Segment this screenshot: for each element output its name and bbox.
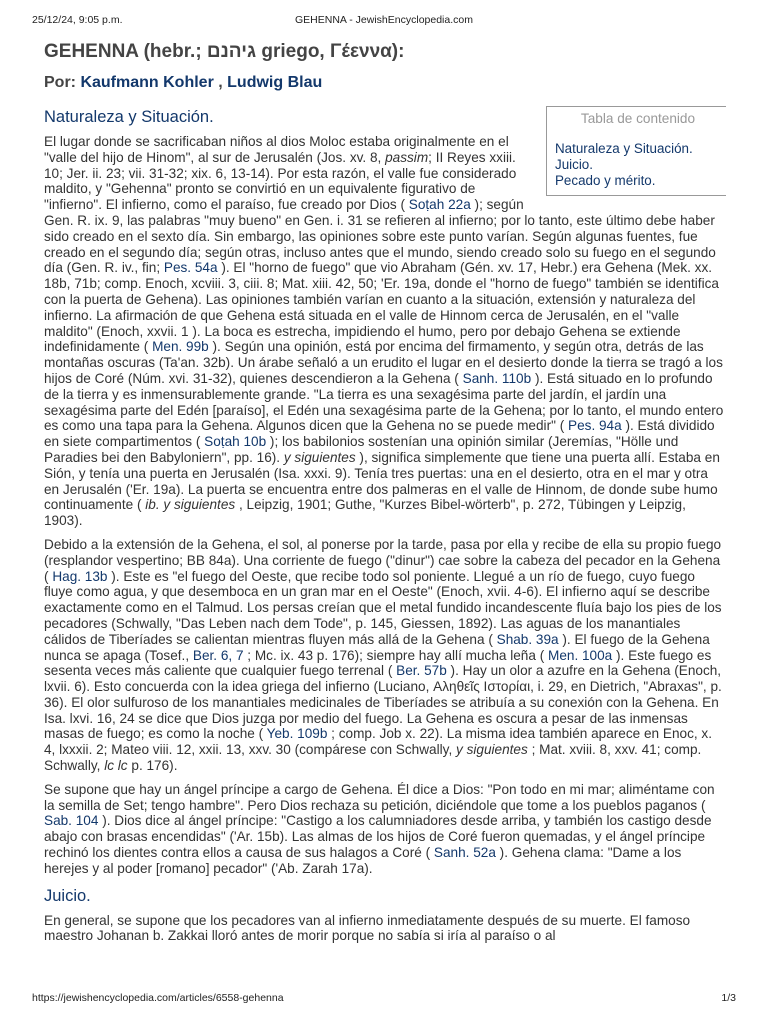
byline (44, 74, 726, 92)
author-link-kohler[interactable]: Kaufmann Kohler (80, 74, 214, 91)
ref-link[interactable]: Yeb. 109b (266, 726, 328, 742)
ref-link[interactable]: Sab. 104 (44, 813, 99, 829)
print-header (32, 14, 736, 28)
print-url: https://jewishencyclopedia.com/articles/6558-gehenna (32, 992, 284, 1004)
byline-prefix: Por: (44, 74, 81, 91)
toc-item-judgment[interactable]: Juicio. (555, 157, 593, 172)
toc-item-nature[interactable]: Naturaleza y Situación. (555, 141, 693, 156)
ref-link[interactable]: Soṭah 22a (408, 197, 471, 213)
paragraph-2: Debido a la extensión de la Gehena, el sol, al ponerse por la tarde, pasa por ella y recibe de ella su propio fuego (resplandor vespertino; BB 84a). Una corriente de fuego ("dinur") cae sobre la cabeza del pecador en la Gehena ( Hag. 13b ). Este es "el fuego del Oeste, que recibe todo sol poniente. Llegué a un río de fuego, cuyo fuego fluye como agua, y que desemboca en un gran mar en el Oeste" (Enoch, xvii. 4-6). El infierno aquí se describe exactamente como en el Talmud. Los persas creían que el metal fundido incandescente fluía bajo los pies de los pecadores (Schwally, "Das Leben nach dem Tode", p. 145, Giessen, 1892). Las aguas de los manantiales cálidos de Tiberíades se calientan mientras fluyen más allá de la Gehena ( Shab. 39a ). El fuego de la Gehena nunca se apaga (Tosef., Ber. 6, 7 ; Mc. ix. 43 p. 176); siempre hay allí mucha leña ( Men. 100a ). Este fuego es sesenta veces más caliente que cualquier fuego terrenal ( Ber. 57b ). Hay un olor a azufre en la Gehena (Enoch, lxvii. 6). Esto concuerda con la idea griega del infierno (Luciano, Αληθεῖς Ιστορίαι, i. 29, en Dietrich, "Abraxas", p. 36). El olor sulfuroso de los manantiales medicinales de Tiberíades se atribuía a su conexión con la Gehena. En Isa. lxvi. 16, 24 se dice que Dios juzga por medio del fuego. La Gehena es oscura a pesar de las inmensas masas de fuego; es como la noche ( Yeb. 109b ; comp. Job x. 22). La misma idea también aparece en Enoc, x. 4, lxxxii. 2; Mateo viii. 12, xxii. 13, xxv. 30 (compárese con Schwally, y siguientes ; Mat. xviii. 8, xxv. 41; comp. Schwally, lc lc p. 176). (44, 536, 722, 774)
ref-link[interactable]: Pes. 94a (568, 418, 622, 434)
ref-link[interactable]: Shab. 39a (496, 631, 559, 647)
print-page-title: GEHENNA - JewishEncyclopedia.com (295, 14, 473, 26)
ref-link[interactable]: Pes. 54a (163, 260, 218, 276)
paragraph-1: El lugar donde se sacrificaban niños al dios Moloc estaba originalmente en el "valle del hijo de Hinom", al sur de Jerusalén (Jos. xv. 8, passim; II Reyes xxiii. 10; Jer. ii. 23; vii. 31-32; xix. 6, 13-14). Por esta razón, el valle fue considerado maldito, y "Gehenna" pronto se convirtió en un equivalente figurativo de "infierno". El infierno, como el paraíso, fue creado por Dios ( Soṭah 22a ); según Gen. R. ix. 9, las palabras "muy bueno" en Gen. i. 31 se refieren al infierno; por lo tanto, este último debe haber sido creado en el sexto día. Sin embargo, las opiniones sobre este punto varían. Según algunas fuentes, fue creado en el segundo día; según otras, incluso antes que el mundo, siendo creado solo su fuego en el segundo día (Gen. R. iv., fin; Pes. 54a ). El "horno de fuego" que vio Abraham (Gén. xv. 17, Hebr.) era Gehena (Mek. xx. 18b, 71b; comp. Enoch, xcviii. 3, ciii. 8; Mat. xiii. 42, 50; 'Er. 19a, donde el "horno de fuego" también se identifica con la puerta de Gehena). Las opiniones también varían en cuanto a la situación, extensión y naturaleza del infierno. La afirmación de que Gehena está situada en el valle de Hinnom cerca de Jerusalén, en el "valle maldito" (Enoch, xxvii. 1 ). La boca es estrecha, impidiendo el humo, pero por debajo Gehena se extiende indefinidamente ( Men. 99b ). Según una opinión, está por encima del firmamento, y según otra, detrás de las montañas oscuras (Ta'an. 32b). Un árabe señaló a un erudito el lugar en el desierto donde la tierra se tragó a los hijos de Coré (Núm. xvi. 31-32), quienes descendieron a la Gehena ( Sanh. 110b ). Está situado en lo profundo de la tierra y es inmensurablemente grande. "La tierra es una sexagésima parte del jardín, el jardín una sexagésima parte del Edén [paraíso], el Edén una sexagésima parte de la Gehena; por lo tanto, el mundo entero es como una tapa para la Gehena. Algunos dicen que la Gehena no se puede medir" ( Pes. 94a ). Está dividido en siete compartimentos ( Soṭah 10b ); los babilonios sostenían una opinión similar (Jeremías, "Hölle und Paradies bei den Babyloniern", pp. 16). y siguientes ), significa simplemente que tiene una puerta allí. Estaba en Sión, y tenía una puerta en Jerusalén (Isa. xxxi. 9). Tenía tres puertas: una en el desierto, otra en el mar y otra en Jerusalén ('Er. 19a). La puerta se encuentra entre dos palmeras en el valle de Hinnom, de donde sube humo continuamente ( ib. y siguientes , Leipzig, 1901; Guthe, "Kurzes Bibel-wörterb", p. 272, Tübingen y Leipzig, 1903). (44, 134, 724, 529)
toc-title: Tabla de contenido (580, 111, 696, 126)
table-of-contents (546, 106, 726, 196)
ref-link[interactable]: Ber. 6, 7 (192, 647, 244, 663)
ref-link[interactable]: Men. 99b (152, 339, 209, 355)
author-link-blau[interactable]: Ludwig Blau (227, 74, 323, 91)
print-date: 25/12/24, 9:05 p.m. (32, 14, 123, 26)
article-title: GEHENNA (hebr.; גיהנם griego, Γέεννα): (44, 41, 405, 62)
section-heading-nature: Naturaleza y Situación. (44, 108, 214, 126)
ref-link[interactable]: Soṭah 10b (204, 434, 267, 450)
ref-link[interactable]: Ber. 57b (396, 663, 447, 679)
toc-item-sin-merit[interactable]: Pecado y mérito. (555, 173, 656, 188)
ref-link[interactable]: Hag. 13b (52, 568, 108, 584)
article (44, 40, 726, 985)
print-footer (32, 992, 736, 1006)
page-number: 1/3 (721, 992, 736, 1004)
paragraph-3: Se supone que hay un ángel príncipe a cargo de Gehena. Él dice a Dios: "Pon todo en mi mar; aliméntame con la semilla de Set; tengo hambre". Pero Dios rechaza su petición, diciéndole que tome a los pueblos paganos ( Sab. 104 ). Dios dice al ángel príncipe: "Castigo a los calumniadores desde arriba, y también los castigo desde abajo con brasas encendidas" ('Ar. 15b). Las almas de los hijos de Coré fueron quemadas, y el ángel príncipe rechinó los dientes contra ellos a causa de sus halagos a Coré ( Sanh. 52a ). Gehena clama: "Dame a los herejes y al poder [romano] pecador" ('Ab. Zarah 17a). (44, 781, 715, 876)
ref-link[interactable]: Men. 100a (548, 647, 613, 663)
section-heading-judgment: Juicio. (44, 886, 91, 905)
author-separator: , (213, 74, 228, 91)
ref-link[interactable]: Sanh. 52a (433, 845, 496, 861)
ref-link[interactable]: Sanh. 110b (462, 370, 532, 386)
paragraph-4: En general, se supone que los pecadores van al infierno inmediatamente después de su muerte. El famoso maestro Johanan b. Zakkai lloró antes de morir porque no sabía si iría al paraíso o al (44, 912, 691, 944)
